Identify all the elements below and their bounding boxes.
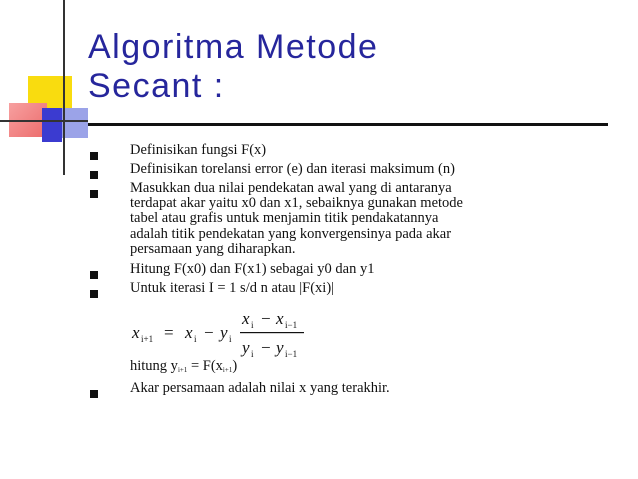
formula-den-a-var: y xyxy=(242,338,250,357)
bullet-text: Untuk iterasi I = 1 s/d n atau |F(xi)| xyxy=(130,280,335,296)
hitung-suffix: ) xyxy=(232,358,238,374)
formula-num-b-sub: i−1 xyxy=(285,320,298,330)
square-bullet-icon xyxy=(90,147,98,155)
formula-minus: − xyxy=(204,323,214,342)
bullet-text: Definisikan torelansi error (e) dan iterasi maksimum (n) xyxy=(130,161,455,177)
formula-den-b-sub: i−1 xyxy=(285,349,298,359)
formula-num-b-var: x xyxy=(276,309,284,328)
formula-fraction-bar xyxy=(240,332,304,333)
formula-lhs-var: x xyxy=(132,323,140,342)
square-bullet-icon xyxy=(90,166,98,174)
bullet-text: terdapat akar yaitu x0 dan x1, sebaiknya gunakan metode xyxy=(130,195,463,212)
formula-den-b-var: y xyxy=(276,338,284,357)
deco-vertical-line xyxy=(63,0,65,175)
hitung-sub-1: i+1 xyxy=(177,366,188,374)
hitung-sub-2: i+1 xyxy=(222,366,233,374)
formula-term2-var: y xyxy=(220,323,228,342)
bullet-text: persamaan yang diharapkan. xyxy=(130,240,296,257)
title-line-2: Secant : xyxy=(88,67,225,105)
formula-num-minus: − xyxy=(261,309,271,328)
bullet-text: Akar persamaan adalah nilai x yang terakhir. xyxy=(130,380,390,396)
formula-num-a-var: x xyxy=(242,309,250,328)
bullet-text: tabel atau grafis untuk menjamin titik pendakatannya xyxy=(130,210,439,227)
slide-title xyxy=(88,28,378,106)
square-bullet-icon xyxy=(90,385,98,393)
formula-term1-var: x xyxy=(185,323,193,342)
formula-equals: = xyxy=(164,323,174,342)
bullet-text: Hitung F(x0) dan F(x1) sebagai y0 dan y1 xyxy=(130,261,375,277)
hitung-line xyxy=(130,358,237,375)
formula-num-a-sub: i xyxy=(251,320,254,330)
bullet-text: Definisikan fungsi F(x) xyxy=(130,142,267,158)
formula-term2-sub: i xyxy=(229,334,232,344)
square-bullet-icon xyxy=(90,266,98,274)
deco-horizontal-line xyxy=(0,120,88,122)
title-line-1: Algoritma Metode xyxy=(88,28,379,66)
bullet-text: Masukkan dua nilai pendekatan awal yang di antaranya xyxy=(130,180,452,196)
formula-den-a-sub: i xyxy=(251,349,254,359)
square-bullet-icon xyxy=(90,285,98,293)
bullet-text: adalah titik pendekatan yang konvergensinya pada akar xyxy=(130,225,452,242)
deco-blue-square-light xyxy=(62,108,88,138)
formula-lhs-sub: i+1 xyxy=(141,334,154,344)
hitung-mid: = F(x xyxy=(187,358,223,374)
square-bullet-icon xyxy=(90,185,98,193)
formula-term1-sub: i xyxy=(194,334,197,344)
formula-den-minus: − xyxy=(261,338,271,357)
hitung-prefix: hitung y xyxy=(130,358,178,374)
title-underline xyxy=(88,123,608,126)
deco-blue-square xyxy=(42,108,62,142)
